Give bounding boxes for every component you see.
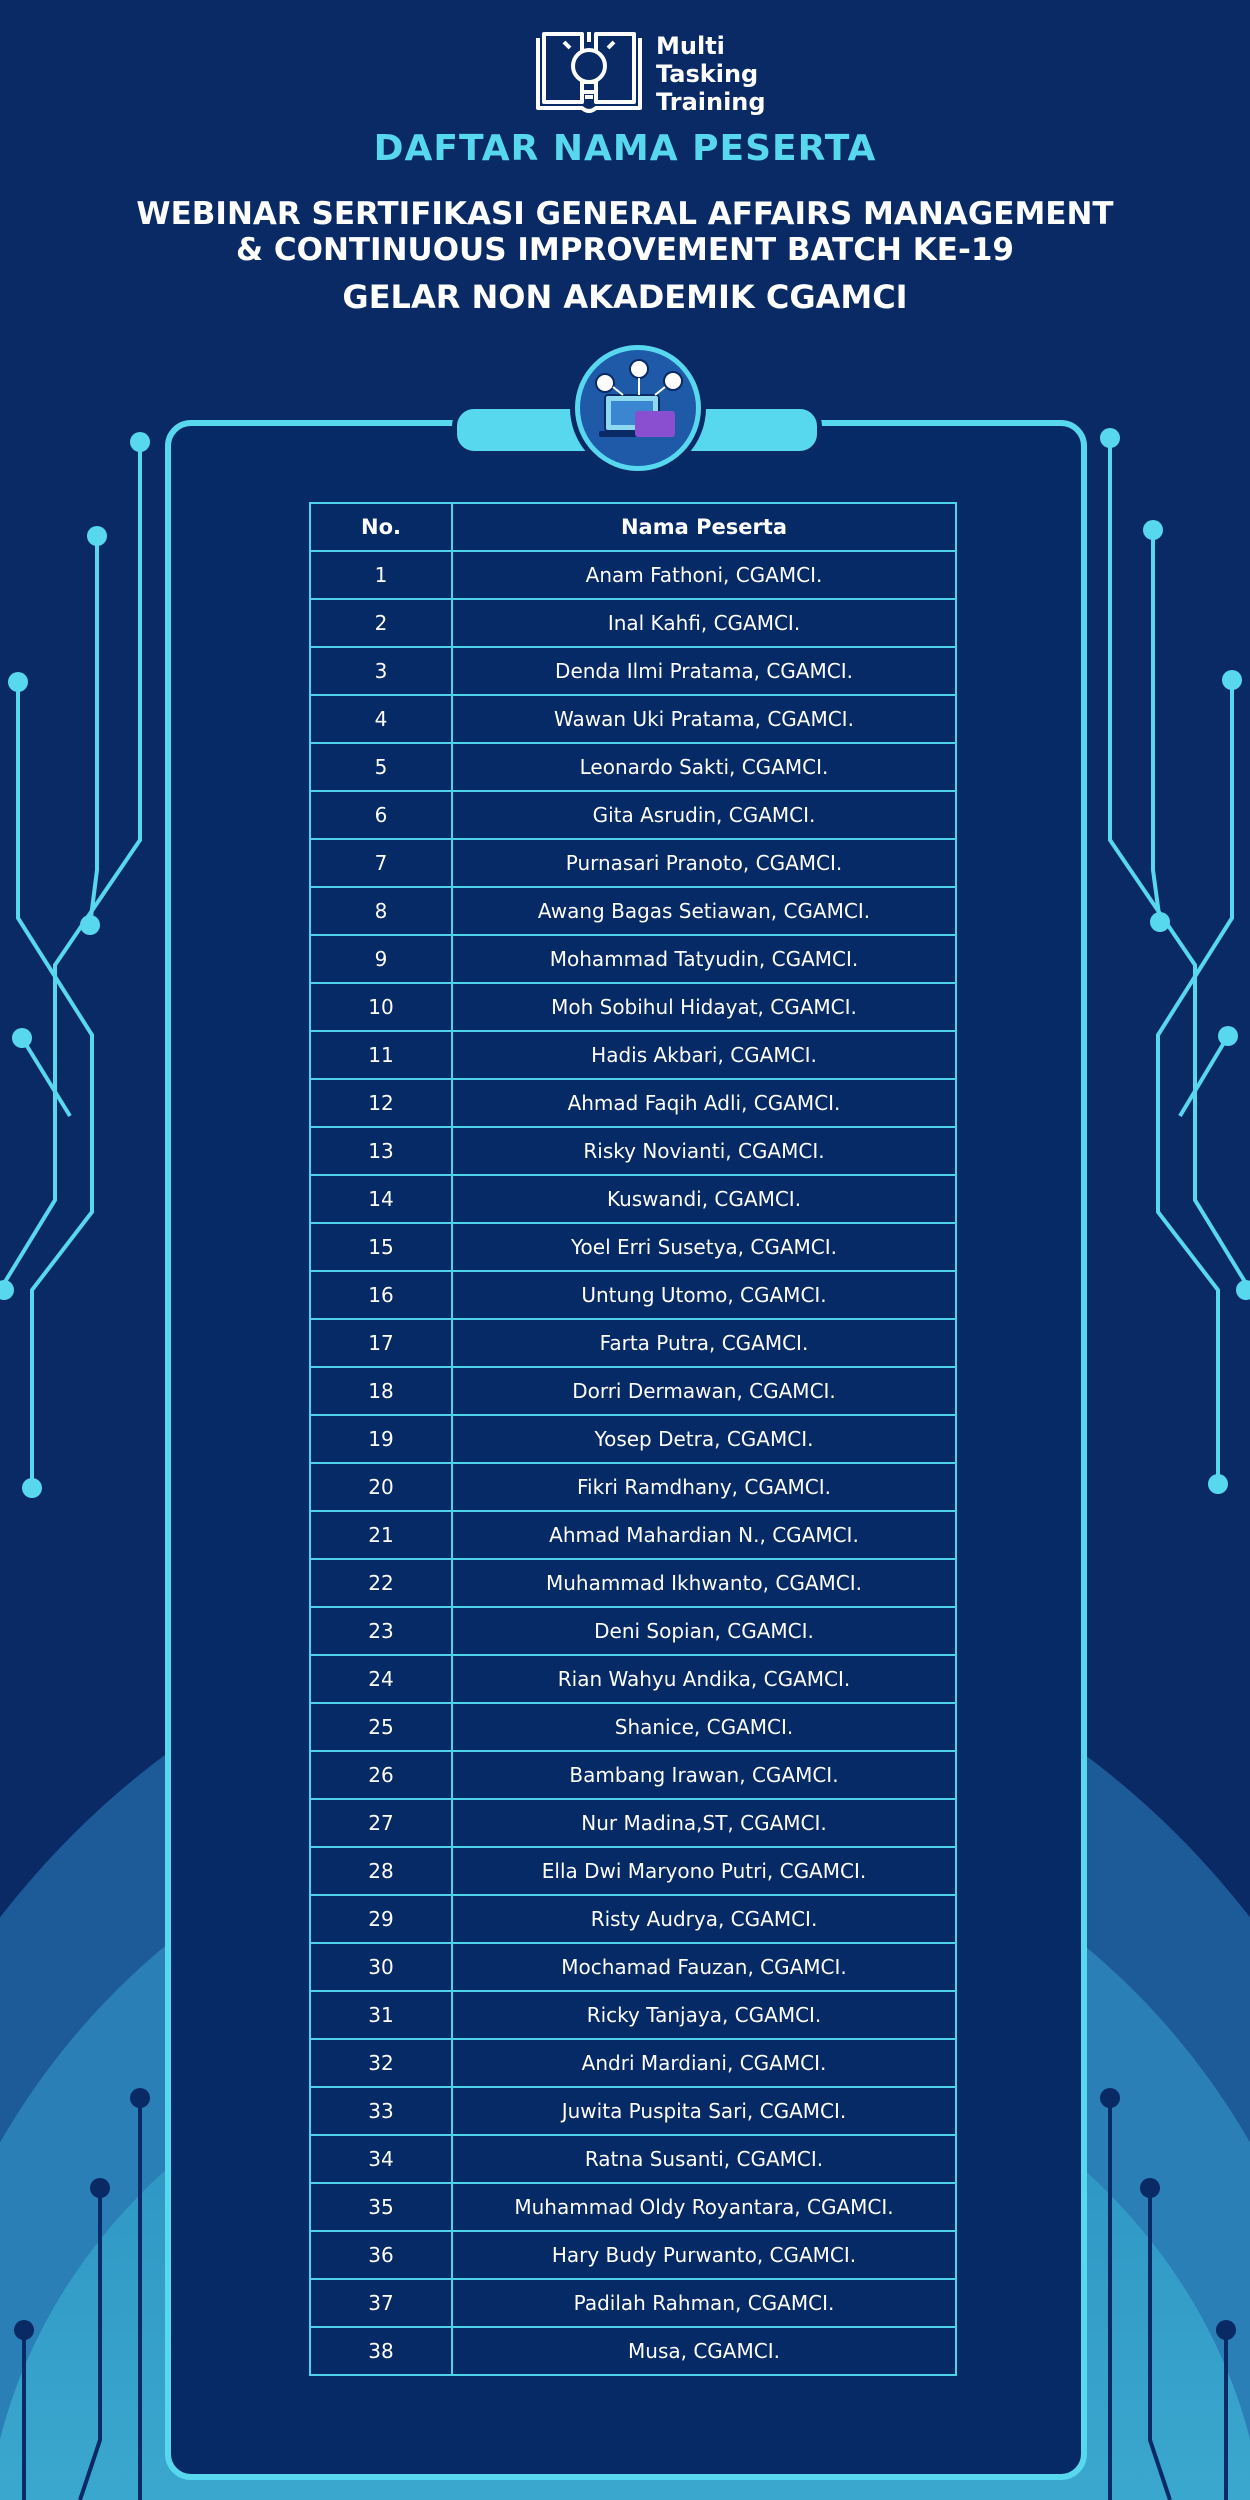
participant-name: Gita Asrudin, CGAMCI.	[452, 791, 956, 839]
row-number: 35	[310, 2183, 452, 2231]
row-number: 18	[310, 1367, 452, 1415]
table-row	[310, 1847, 956, 1895]
page-title: DAFTAR NAMA PESERTA	[373, 128, 877, 169]
row-number: 19	[310, 1415, 452, 1463]
participant-name: Muhammad Oldy Royantara, CGAMCI.	[452, 2183, 956, 2231]
row-number: 27	[310, 1799, 452, 1847]
laptop-network-icon	[575, 345, 701, 471]
row-number: 28	[310, 1847, 452, 1895]
table-row	[310, 1175, 956, 1223]
participant-name: Risty Audrya, CGAMCI.	[452, 1895, 956, 1943]
brand-name-line2: Tasking	[656, 60, 759, 88]
circuit-left-top-dots	[0, 432, 150, 1498]
participant-name: Dorri Dermawan, CGAMCI.	[452, 1367, 956, 1415]
table-row	[310, 1079, 956, 1127]
table-row	[310, 2231, 956, 2279]
table-header-row	[310, 503, 956, 551]
table-row	[310, 983, 956, 1031]
table-row	[310, 1127, 956, 1175]
row-number: 15	[310, 1223, 452, 1271]
event-title-line2: & CONTINUOUS IMPROVEMENT BATCH KE-19	[236, 232, 1014, 268]
table-row	[310, 1655, 956, 1703]
column-header-name: Nama Peserta	[452, 503, 956, 551]
table-row	[310, 2327, 956, 2375]
row-number: 11	[310, 1031, 452, 1079]
participant-name: Ahmad Mahardian N., CGAMCI.	[452, 1511, 956, 1559]
row-number: 5	[310, 743, 452, 791]
row-number: 23	[310, 1607, 452, 1655]
table-row	[310, 1319, 956, 1367]
table-row	[310, 1271, 956, 1319]
participant-name: Bambang Irawan, CGAMCI.	[452, 1751, 956, 1799]
row-number: 32	[310, 2039, 452, 2087]
table-row	[310, 839, 956, 887]
table-row	[310, 791, 956, 839]
table-row	[310, 1943, 956, 1991]
brand-name-line1: Multi	[656, 32, 725, 60]
row-number: 9	[310, 935, 452, 983]
table-row	[310, 1463, 956, 1511]
participant-name: Hadis Akbari, CGAMCI.	[452, 1031, 956, 1079]
participant-name: Inal Kahfi, CGAMCI.	[452, 599, 956, 647]
table-row	[310, 1703, 956, 1751]
table-row	[310, 1799, 956, 1847]
table-row	[310, 2135, 956, 2183]
book-bulb-icon	[532, 28, 647, 123]
table-row	[310, 1367, 956, 1415]
table-row	[310, 551, 956, 599]
row-number: 36	[310, 2231, 452, 2279]
row-number: 13	[310, 1127, 452, 1175]
participant-name: Untung Utomo, CGAMCI.	[452, 1271, 956, 1319]
row-number: 6	[310, 791, 452, 839]
participant-name: Rian Wahyu Andika, CGAMCI.	[452, 1655, 956, 1703]
participant-name: Hary Budy Purwanto, CGAMCI.	[452, 2231, 956, 2279]
circuit-left-top	[0, 442, 140, 1488]
table-row	[310, 2087, 956, 2135]
participant-name: Risky Novianti, CGAMCI.	[452, 1127, 956, 1175]
participant-name: Fikri Ramdhany, CGAMCI.	[452, 1463, 956, 1511]
participant-name: Padilah Rahman, CGAMCI.	[452, 2279, 956, 2327]
table-row	[310, 599, 956, 647]
table-row	[310, 2279, 956, 2327]
participant-name: Leonardo Sakti, CGAMCI.	[452, 743, 956, 791]
participant-name: Awang Bagas Setiawan, CGAMCI.	[452, 887, 956, 935]
participant-name: Ella Dwi Maryono Putri, CGAMCI.	[452, 1847, 956, 1895]
row-number: 24	[310, 1655, 452, 1703]
row-number: 8	[310, 887, 452, 935]
participant-name: Denda Ilmi Pratama, CGAMCI.	[452, 647, 956, 695]
row-number: 1	[310, 551, 452, 599]
participant-name: Musa, CGAMCI.	[452, 2327, 956, 2375]
table-row	[310, 695, 956, 743]
table-row	[310, 1415, 956, 1463]
brand-name-line3: Training	[656, 88, 766, 116]
row-number: 22	[310, 1559, 452, 1607]
participant-name: Andri Mardiani, CGAMCI.	[452, 2039, 956, 2087]
row-number: 12	[310, 1079, 452, 1127]
online-training-emblem	[570, 340, 706, 476]
brand-name	[656, 32, 766, 116]
row-number: 26	[310, 1751, 452, 1799]
table-row	[310, 1031, 956, 1079]
row-number: 7	[310, 839, 452, 887]
row-number: 31	[310, 1991, 452, 2039]
table-row	[310, 887, 956, 935]
table-row	[310, 1559, 956, 1607]
column-header-number: No.	[310, 503, 452, 551]
table-row	[310, 1511, 956, 1559]
participant-name: Nur Madina,ST, CGAMCI.	[452, 1799, 956, 1847]
table-row	[310, 647, 956, 695]
participant-name: Shanice, CGAMCI.	[452, 1703, 956, 1751]
circuit-right-top-dots	[1100, 428, 1250, 1494]
participant-name: Anam Fathoni, CGAMCI.	[452, 551, 956, 599]
row-number: 17	[310, 1319, 452, 1367]
table-row	[310, 2039, 956, 2087]
participant-name: Purnasari Pranoto, CGAMCI.	[452, 839, 956, 887]
degree-title: GELAR NON AKADEMIK CGAMCI	[342, 278, 908, 316]
table-row	[310, 2183, 956, 2231]
event-title	[0, 196, 1250, 268]
row-number: 34	[310, 2135, 452, 2183]
participant-name: Farta Putra, CGAMCI.	[452, 1319, 956, 1367]
participant-name: Ratna Susanti, CGAMCI.	[452, 2135, 956, 2183]
table-row	[310, 1223, 956, 1271]
row-number: 3	[310, 647, 452, 695]
table-row	[310, 1607, 956, 1655]
participant-table	[309, 502, 957, 2376]
row-number: 21	[310, 1511, 452, 1559]
participant-name: Juwita Puspita Sari, CGAMCI.	[452, 2087, 956, 2135]
table-row	[310, 1895, 956, 1943]
row-number: 10	[310, 983, 452, 1031]
table-body	[310, 551, 956, 2375]
row-number: 25	[310, 1703, 452, 1751]
circuit-right-top	[1110, 438, 1250, 1484]
participant-name: Wawan Uki Pratama, CGAMCI.	[452, 695, 956, 743]
row-number: 33	[310, 2087, 452, 2135]
participant-name: Muhammad Ikhwanto, CGAMCI.	[452, 1559, 956, 1607]
row-number: 29	[310, 1895, 452, 1943]
participant-name: Mohammad Tatyudin, CGAMCI.	[452, 935, 956, 983]
participant-name: Kuswandi, CGAMCI.	[452, 1175, 956, 1223]
table-row	[310, 1751, 956, 1799]
row-number: 38	[310, 2327, 452, 2375]
table-row	[310, 1991, 956, 2039]
event-title-line1: WEBINAR SERTIFIKASI GENERAL AFFAIRS MANAGEMENT	[136, 196, 1114, 232]
participant-name: Moh Sobihul Hidayat, CGAMCI.	[452, 983, 956, 1031]
participant-name: Yoel Erri Susetya, CGAMCI.	[452, 1223, 956, 1271]
row-number: 20	[310, 1463, 452, 1511]
table-row	[310, 935, 956, 983]
row-number: 30	[310, 1943, 452, 1991]
participant-name: Mochamad Fauzan, CGAMCI.	[452, 1943, 956, 1991]
table-row	[310, 743, 956, 791]
brand-logo	[532, 28, 792, 123]
row-number: 16	[310, 1271, 452, 1319]
participant-name: Yosep Detra, CGAMCI.	[452, 1415, 956, 1463]
row-number: 37	[310, 2279, 452, 2327]
participant-name: Ricky Tanjaya, CGAMCI.	[452, 1991, 956, 2039]
row-number: 14	[310, 1175, 452, 1223]
row-number: 4	[310, 695, 452, 743]
row-number: 2	[310, 599, 452, 647]
participant-name: Ahmad Faqih Adli, CGAMCI.	[452, 1079, 956, 1127]
participant-name: Deni Sopian, CGAMCI.	[452, 1607, 956, 1655]
